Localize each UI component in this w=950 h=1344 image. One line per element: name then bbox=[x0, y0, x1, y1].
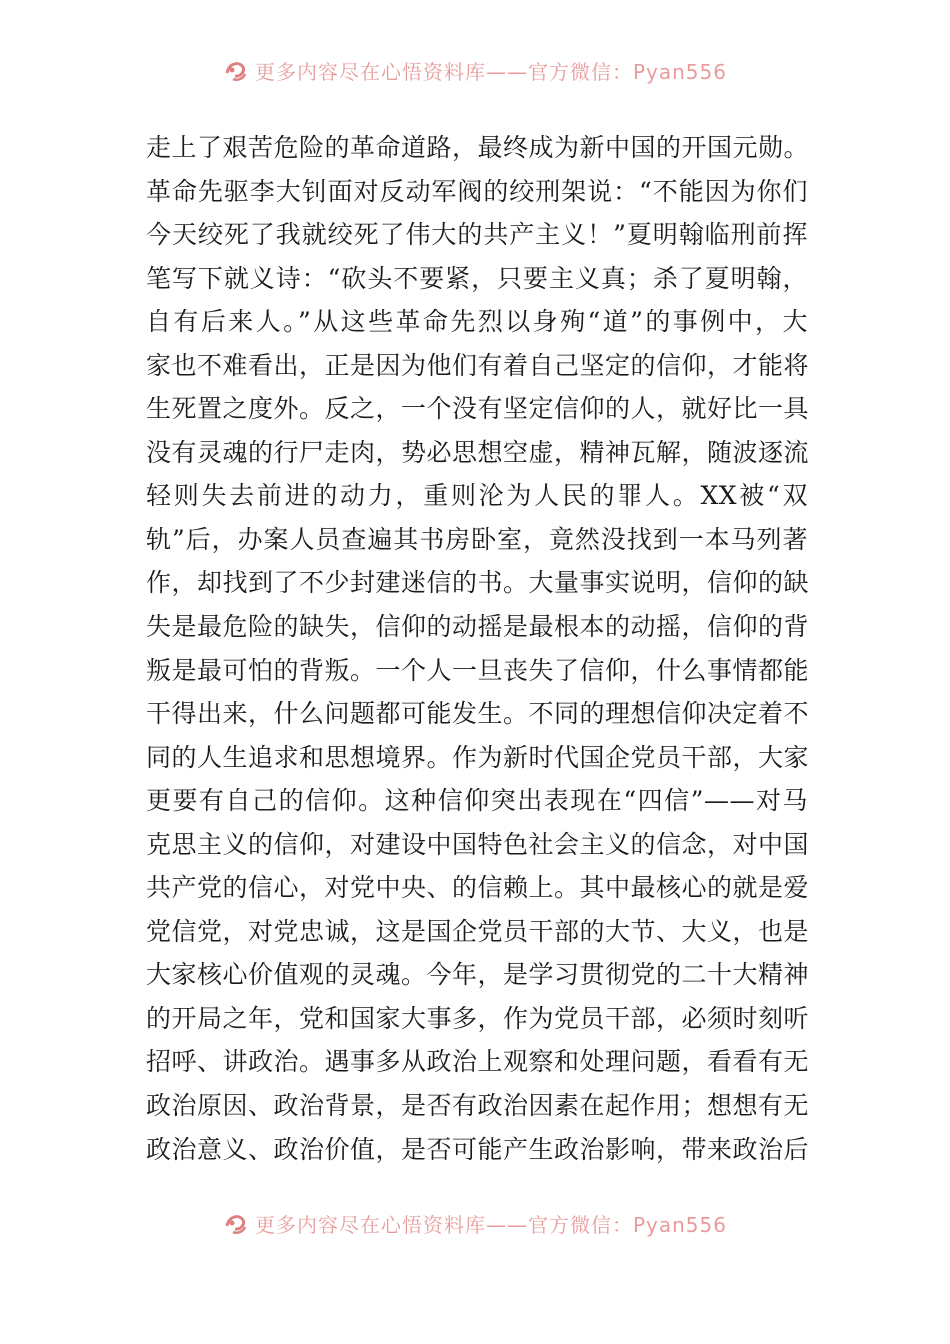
body-text-line: 叛是最可怕的背叛。一个人一旦丧失了信仰，什么事情都能 bbox=[146, 655, 810, 685]
body-text-line: 的开局之年，党和国家大事多，作为党员干部，必须时刻听 bbox=[146, 1003, 810, 1033]
watermark-footer bbox=[0, 1203, 950, 1243]
watermark-text: 更多内容尽在心悟资料库——官方微信：Pyan556 bbox=[254, 1212, 727, 1237]
body-text-line: 轻则失去前进的动力，重则沦为人民的罪人。XX被“双 bbox=[146, 481, 808, 511]
body-text-line: 失是最危险的缺失，信仰的动摇是最根本的动摇，信仰的背 bbox=[146, 612, 810, 642]
body-text-line: 生死置之度外。反之，一个没有坚定信仰的人，就好比一具 bbox=[146, 394, 810, 424]
document-body bbox=[146, 126, 808, 1171]
body-text-line: 更要有自己的信仰。这种信仰突出表现在“四信”——对马 bbox=[146, 786, 808, 816]
watermark-logo-icon bbox=[223, 1210, 249, 1236]
body-text-line: 今天绞死了我就绞死了伟大的共产主义！”夏明翰临刑前挥 bbox=[146, 220, 808, 250]
body-text-line: 同的人生追求和思想境界。作为新时代国企党员干部，大家 bbox=[146, 742, 810, 772]
body-text-line: 克思主义的信仰，对建设中国特色社会主义的信念，对中国 bbox=[146, 829, 810, 859]
body-text-line: 革命先驱李大钊面对反动军阀的绞刑架说：“不能因为你们 bbox=[146, 176, 808, 206]
body-text-line: 轨”后，办案人员查遍其书房卧室，竟然没找到一本马列著 bbox=[146, 524, 808, 554]
body-text-line: 共产党的信心，对党中央、的信赖上。其中最核心的就是爱 bbox=[146, 873, 810, 903]
body-text-line: 政治意义、政治价值，是否可能产生政治影响，带来政治后 bbox=[146, 1134, 810, 1164]
body-text-line: 家也不难看出，正是因为他们有着自己坚定的信仰，才能将 bbox=[146, 350, 810, 380]
watermark-logo-icon bbox=[223, 57, 249, 83]
body-text-line: 招呼、讲政治。遇事多从政治上观察和处理问题，看看有无 bbox=[146, 1047, 810, 1077]
body-text-line: 大家核心价值观的灵魂。今年，是学习贯彻党的二十大精神 bbox=[146, 960, 810, 990]
body-text-line: 党信党，对党忠诚，这是国企党员干部的大节、大义，也是 bbox=[146, 916, 810, 946]
body-text-line: 政治原因、政治背景，是否有政治因素在起作用；想想有无 bbox=[146, 1091, 810, 1121]
watermark-header bbox=[0, 50, 950, 90]
body-text-line: 作，却找到了不少封建迷信的书。大量事实说明，信仰的缺 bbox=[146, 568, 810, 598]
watermark-text: 更多内容尽在心悟资料库——官方微信：Pyan556 bbox=[254, 59, 727, 84]
body-text-line: 干得出来，什么问题都可能发生。不同的理想信仰决定着不 bbox=[146, 699, 810, 729]
body-text-line: 自有后来人。”从这些革命先烈以身殉“道”的事例中，大 bbox=[146, 307, 808, 337]
body-text-line: 没有灵魂的行尸走肉，势必思想空虚，精神瓦解，随波逐流 bbox=[146, 437, 810, 467]
body-text-line: 走上了艰苦危险的革命道路，最终成为新中国的开国元勋。 bbox=[146, 133, 810, 162]
body-text-line: 笔写下就义诗：“砍头不要紧，只要主义真；杀了夏明翰， bbox=[146, 263, 808, 293]
